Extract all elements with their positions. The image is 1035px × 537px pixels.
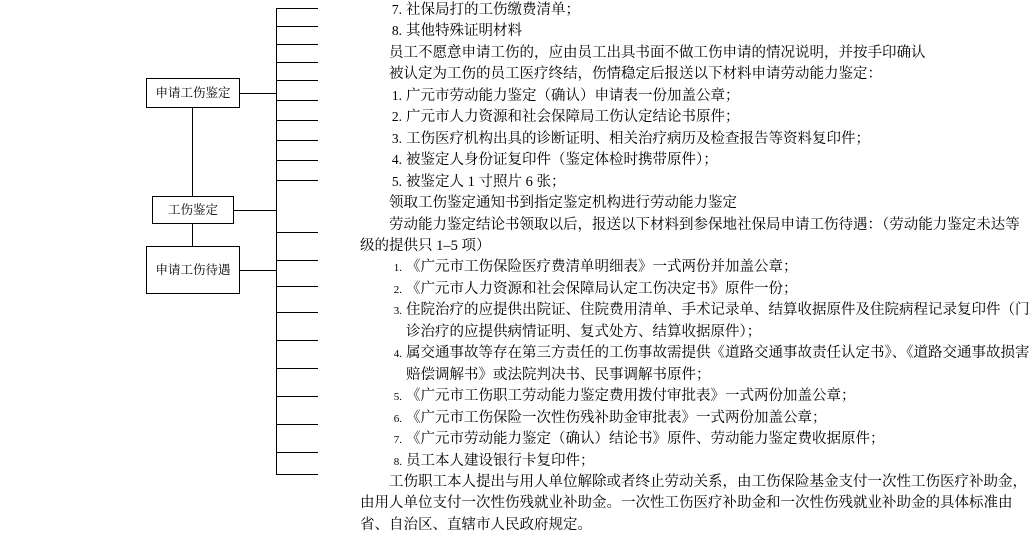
bracket-tick xyxy=(276,8,318,9)
list-text: 《广元市工伤保险医疗费清单明细表》一式两份并加盖公章； xyxy=(406,259,798,276)
list-item xyxy=(360,86,1035,107)
paragraph-final-note: 工伤职工本人提出与用人单位解除或者终止劳动关系，由工伤保险基金支付一次性工伤医疗补助金，由用人单位支付一次性伤残就业补助金。一次性工伤医疗补助金和一次性伤残就业补助金的具体标准由省、自治区、直辖市人民政府规定。 xyxy=(360,473,1027,533)
top-material-list xyxy=(360,0,1035,43)
list-marker: 4. xyxy=(393,348,402,361)
connector-line-to-bracket-upper xyxy=(240,93,276,94)
list-marker: 5. xyxy=(391,173,402,189)
paragraph-after-conclusion: 劳动能力鉴定结论书领取以后，报送以下材料到参保地社保局申请工伤待遇：（劳动能力鉴定未达等级的提供只 1–5 项） xyxy=(360,216,1020,254)
bracket-tick xyxy=(276,396,318,397)
list-item xyxy=(360,300,1035,343)
list-text: 住院治疗的应提供出院证、住院费用清单、手术记录单、结算收据原件及住院病程记录复印件（门诊治疗的应提供病情证明、复式处方、结算收据原件）； xyxy=(406,302,1030,340)
list-item xyxy=(360,0,1035,21)
connector-line-to-bracket-lower xyxy=(240,270,276,271)
list-marker: 4. xyxy=(391,152,402,168)
bracket-tick xyxy=(276,26,318,27)
list-item xyxy=(360,172,1035,193)
list-marker: 5. xyxy=(393,391,402,404)
list-text: 被鉴定人身份证复印件（鉴定体检时携带原件）； xyxy=(406,152,718,169)
list-text: 其他特殊证明材料 xyxy=(406,23,522,40)
bracket-tick xyxy=(276,368,318,369)
connector-line-to-bracket-middle xyxy=(234,210,276,211)
flow-box-label: 申请工伤鉴定 xyxy=(155,85,231,100)
list-item xyxy=(360,257,1035,278)
bracket-tick xyxy=(276,62,318,63)
list-marker: 2. xyxy=(393,283,402,296)
bracket-tick xyxy=(276,340,318,341)
document-body xyxy=(360,0,1035,537)
flow-box-apply-work-injury-benefits xyxy=(146,246,240,294)
list-marker: 7. xyxy=(391,2,402,17)
bracket-tick xyxy=(276,180,318,181)
list-text: 被鉴定人 1 寸照片 6 张； xyxy=(406,173,566,190)
list-text: 广元市人力资源和社会保障局工伤认定结论书原件； xyxy=(406,109,740,126)
bracket-tick xyxy=(276,160,318,161)
connector-line-vertical-lower xyxy=(192,224,193,246)
bracket-tick xyxy=(276,312,318,313)
workflow-diagram xyxy=(0,0,360,537)
list-marker: 8. xyxy=(393,455,402,468)
list-marker: 8. xyxy=(391,23,402,39)
benefits-material-list xyxy=(360,257,1035,472)
list-item xyxy=(360,386,1035,407)
list-marker: 6. xyxy=(393,412,402,425)
bracket-tick xyxy=(276,232,318,233)
list-marker: 1. xyxy=(391,87,402,103)
bracket-tick xyxy=(276,44,318,45)
list-item xyxy=(360,129,1035,150)
bracket-tick xyxy=(276,140,318,141)
list-item xyxy=(360,408,1035,429)
list-text: 工伤医疗机构出具的诊断证明、相关治疗病历及检查报告等资料复印件； xyxy=(406,130,870,147)
paragraph-medical-end: 被认定为工伤的员工医疗终结，伤情稳定后报送以下材料申请劳动能力鉴定： xyxy=(389,66,882,83)
paragraph-refusal-statement: 员工不愿意申请工伤的，应由员工出具书面不做工伤申请的情况说明，并按手印确认 xyxy=(389,44,926,61)
list-item xyxy=(360,21,1035,42)
flow-box-apply-work-injury-assessment xyxy=(146,78,240,108)
list-text: 社保局打的工伤缴费清单； xyxy=(406,2,580,18)
list-text: 《广元市人力资源和社会保障局认定工伤决定书》原件一份； xyxy=(406,280,798,297)
list-text: 《广元市工伤保险一次性伤残补助金审批表》一式两份加盖公章； xyxy=(406,409,827,426)
bracket-tick xyxy=(276,452,318,453)
list-item xyxy=(360,451,1035,472)
list-text: 广元市劳动能力鉴定（确认）申请表一份加盖公章； xyxy=(406,87,740,104)
list-marker: 1. xyxy=(393,262,402,275)
list-item xyxy=(360,343,1035,386)
bracket-tick xyxy=(276,120,318,121)
bracket-spine xyxy=(276,8,277,475)
list-marker: 3. xyxy=(391,130,402,146)
bracket-tick xyxy=(276,80,318,81)
list-marker: 3. xyxy=(393,305,402,318)
list-text: 员工本人建设银行卡复印件； xyxy=(406,452,595,469)
flow-box-label: 申请工伤待遇 xyxy=(155,262,231,277)
list-marker: 2. xyxy=(391,109,402,125)
list-text: 《广元市工伤职工劳动能力鉴定费用拨付审批表》一式两份加盖公章； xyxy=(406,388,856,405)
list-text: 属交通事故等存在第三方责任的工伤事故需提供《道路交通事故责任认定书》、《道路交通事故损害赔偿调解书》或法院判决书、民事调解书原件； xyxy=(406,345,1030,383)
list-item xyxy=(360,107,1035,128)
bracket-tick xyxy=(276,100,318,101)
list-marker: 7. xyxy=(393,434,402,447)
bracket-tick xyxy=(276,260,318,261)
paragraph-receive-notice: 领取工伤鉴定通知书到指定鉴定机构进行劳动能力鉴定 xyxy=(389,195,737,212)
list-item xyxy=(360,279,1035,300)
list-text: 《广元市劳动能力鉴定（确认）结论书》原件、劳动能力鉴定费收据原件； xyxy=(406,431,885,448)
list-item xyxy=(360,429,1035,450)
bracket-tick xyxy=(276,424,318,425)
list-item xyxy=(360,150,1035,171)
bracket-tick xyxy=(276,286,318,287)
flow-box-label: 工伤鉴定 xyxy=(167,202,218,217)
bracket-tick xyxy=(276,474,318,475)
assessment-material-list xyxy=(360,86,1035,193)
flow-box-work-injury-assessment xyxy=(152,196,234,224)
connector-line-vertical-upper xyxy=(192,108,193,196)
